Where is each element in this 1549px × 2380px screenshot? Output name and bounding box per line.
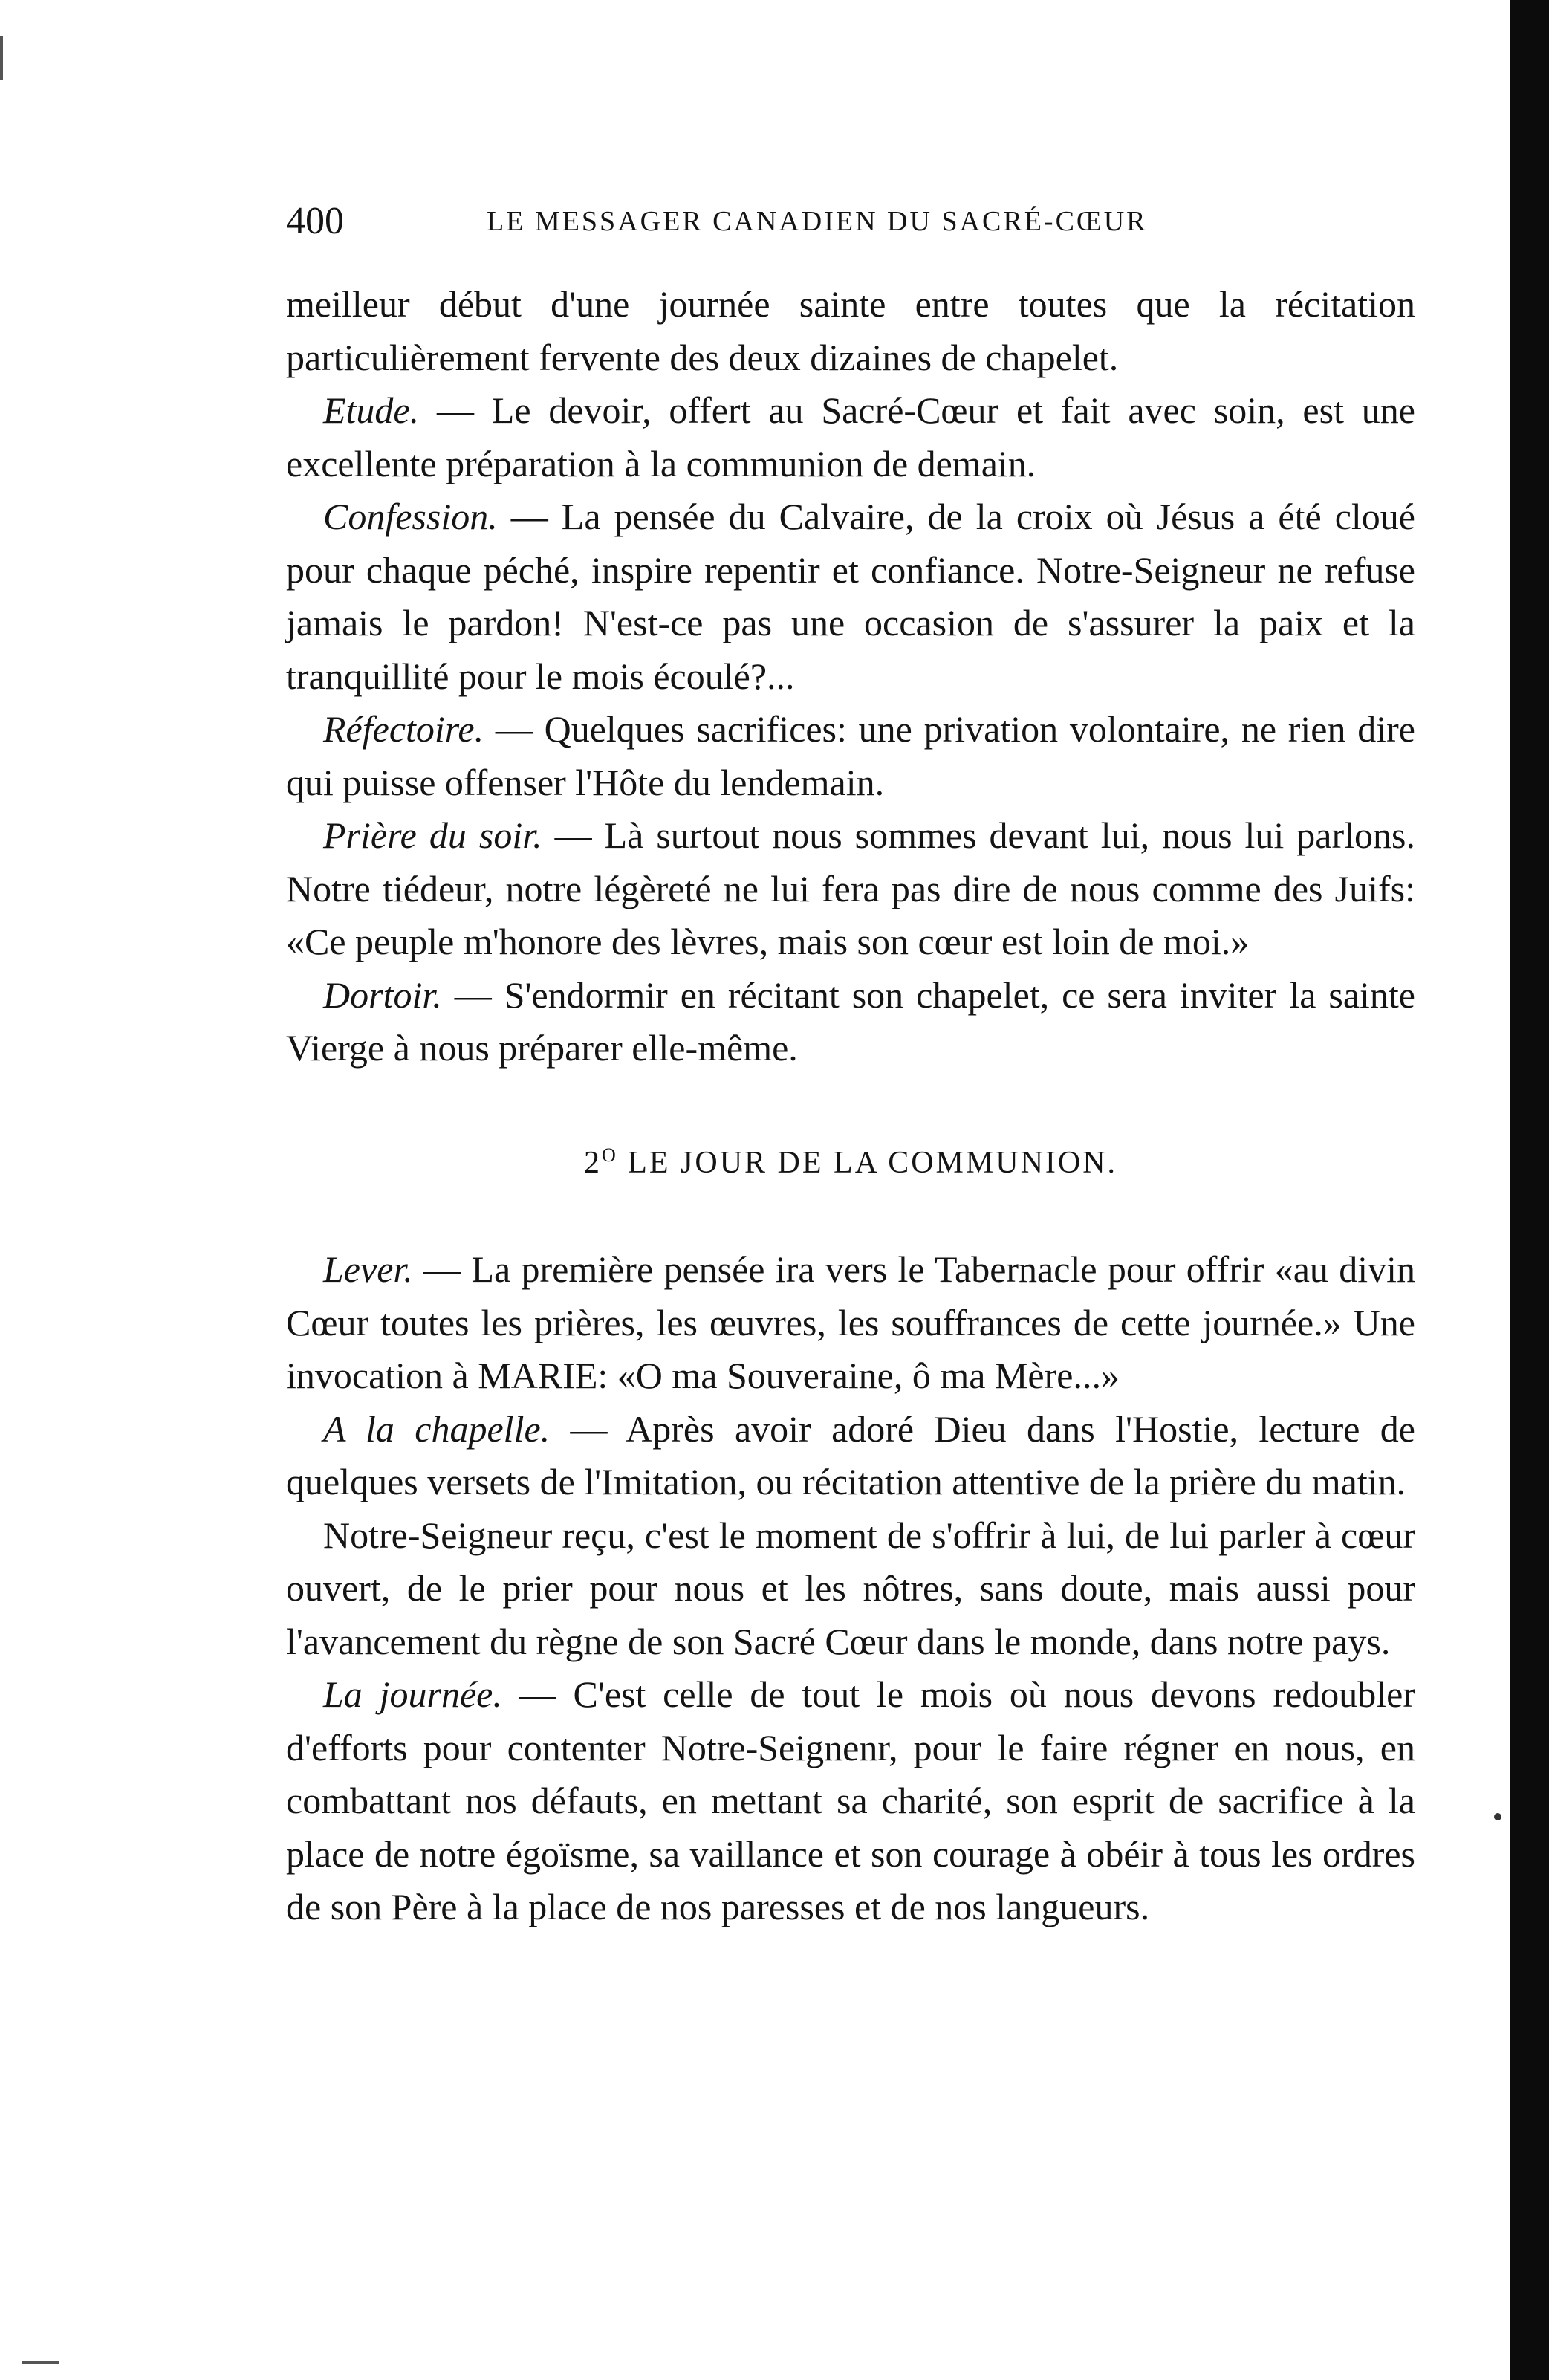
paragraph-lead: La journée. xyxy=(323,1673,502,1715)
section-title-text: LE JOUR DE LA COMMUNION. xyxy=(628,1145,1118,1180)
paragraph xyxy=(286,490,1415,703)
section-degree: O xyxy=(601,1144,618,1166)
paragraph-lead: Etude. xyxy=(323,389,420,431)
paragraph xyxy=(286,278,1415,384)
paragraph-lead: Réfectoire. xyxy=(323,708,484,750)
paragraph xyxy=(286,384,1415,490)
paragraph xyxy=(286,703,1415,809)
paragraph-text: — La première pensée ira vers le Tabernacle pour offrir «au divin Cœur toutes les prières, les œuvres, les souffrances de cette journée.» Une invocation à MARIE: «O ma Souveraine, ô ma Mère...» xyxy=(286,1248,1415,1396)
paragraph-text: — Quelques sacrifices: une privation volontaire, ne rien dire qui puisse offenser l'Hôte du lendemain. xyxy=(286,708,1415,803)
paragraph-text: — Le devoir, offert au Sacré-Cœur et fait avec soin, est une excellente préparation à la communion de demain. xyxy=(286,389,1415,484)
running-title: LE MESSAGER CANADIEN DU SACRÉ-CŒUR xyxy=(487,206,1148,237)
paragraph-lead: Dortoir. xyxy=(323,973,442,1016)
page-header xyxy=(286,199,1267,244)
scan-bottom-mark xyxy=(22,2361,59,2364)
paragraph xyxy=(286,809,1415,969)
paragraph-text: — Après avoir adoré Dieu dans l'Hostie, lecture de quelques versets de l'Imitation, ou récitation attentive de la prière du matin. xyxy=(286,1407,1415,1502)
paragraph-text: Notre-Seigneur reçu, c'est le moment de s'offrir à lui, de lui parler à cœur ouvert, de le prier pour nous et les nôtres, sans doute, mais aussi pour l'avancement du règne de son Sacré Cœur dans le monde, dans notre pays. xyxy=(286,1514,1415,1662)
section-number: 2 xyxy=(583,1145,602,1180)
section-heading xyxy=(286,1129,1415,1190)
paragraph-lead: Prière du soir. xyxy=(323,814,542,856)
paragraph xyxy=(286,969,1415,1075)
paragraph-lead: Confession. xyxy=(323,496,498,537)
paragraph-lead: Lever. xyxy=(323,1248,413,1290)
paragraph-text: meilleur début d'une journée sainte entre toutes que la récitation particulièrement fervente des deux dizaines de chapelet. xyxy=(286,283,1415,378)
page-number: 400 xyxy=(286,200,344,242)
paragraph-text: — C'est celle de tout le mois où nous devons redoubler d'efforts pour contenter Notre-Seignenr, pour le faire régner en nous, en combattant nos défauts, en mettant sa charité, son esprit de sacrifice à la place de notre égoïsme, sa vaillance et son courage à obéir à tous les ordres de son Père à la place de nos paresses et de nos langueurs. xyxy=(286,1673,1416,1927)
scan-speck xyxy=(1494,1813,1501,1820)
paragraph xyxy=(286,1403,1415,1509)
paragraph xyxy=(286,1243,1415,1403)
paragraph-text: — S'endormir en récitant son chapelet, ce sera inviter la sainte Vierge à nous préparer elle-même. xyxy=(286,973,1415,1069)
paragraph xyxy=(286,1509,1415,1669)
paragraph-lead: A la chapelle. xyxy=(323,1407,551,1450)
scan-edge-mark xyxy=(0,36,3,80)
page-body xyxy=(286,278,1415,1934)
paragraph xyxy=(286,1668,1415,1934)
paragraph-text: — Là surtout nous sommes devant lui, nous lui parlons. Notre tiédeur, notre légèreté ne lui fera pas dire de nous comme des Juifs: «Ce peuple m'honore des lèvres, mais son cœur est loin de moi.» xyxy=(286,814,1415,962)
scan-border xyxy=(1510,0,1549,2380)
paragraph-text: — La pensée du Calvaire, de la croix où Jésus a été cloué pour chaque péché, inspire repentir et confiance. Notre-Seigneur ne refuse jamais le pardon! N'est-ce pas une occasion de s'assurer la paix et la tranquillité pour le mois écoulé?... xyxy=(286,496,1415,697)
